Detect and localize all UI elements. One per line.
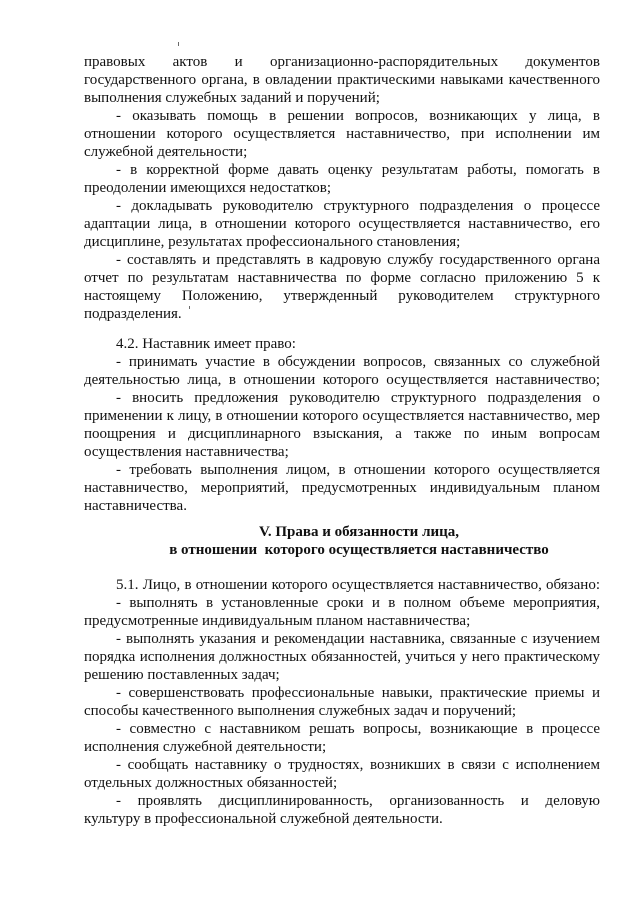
text-line: - выполнять в установленные сроки и в полном объеме мероприятия,: [116, 595, 600, 611]
text-line: применении к лицу, в отношении которого осуществляется наставничество, мер: [84, 408, 600, 424]
text-line: - в корректной форме давать оценку результатам работы, помогать в: [116, 162, 600, 178]
text-line: - вносить предложения руководителю структурного подразделения о: [116, 390, 600, 406]
section-title: [84, 523, 600, 559]
text-line: наставничество, мероприятий, предусмотренных индивидуальным планом: [84, 480, 600, 496]
list-item: [84, 53, 600, 107]
text-line: настоящему Положению, утвержденный руководителем структурного: [84, 288, 600, 304]
scan-speck: [178, 42, 179, 46]
text-line: выполнения служебных заданий и поручений;: [84, 90, 380, 106]
text-line: - сообщать наставнику о трудностях, возникших в связи с исполнением: [116, 757, 600, 773]
list-item: [84, 684, 600, 720]
clause-4-2: [84, 335, 600, 515]
mentor-duties-continuation: [84, 53, 600, 323]
text-line: решению поставленных задач;: [84, 667, 280, 683]
text-line: отчет по результатам наставничества по форме согласно приложению 5 к: [84, 270, 600, 286]
text-line: отношении которого осуществляется наставничество, при исполнении им: [84, 126, 600, 142]
text-line: культуру в профессиональной служебной деятельности.: [84, 811, 443, 827]
text-line: - выполнять указания и рекомендации наставника, связанные с изучением: [116, 631, 600, 647]
clause-heading: 5.1. Лицо, в отношении которого осуществляется наставничество, обязано:: [116, 577, 600, 593]
list-item: [84, 792, 600, 828]
text-line: - проявлять дисциплинированность, организованность и деловую: [116, 793, 600, 809]
text-line: служебной деятельности;: [84, 144, 248, 160]
list-item: [84, 197, 600, 251]
list-item: [84, 107, 600, 161]
text-line: - требовать выполнения лицом, в отношении которого осуществляется: [116, 462, 600, 478]
text-line: способы качественного выполнения служебных задач и поручений;: [84, 703, 517, 719]
section-title-line: в отношении которого осуществляется наставничество: [169, 542, 549, 558]
text-line: государственного органа, в овладении практическими навыками качественного: [84, 72, 600, 88]
text-line: подразделения.: [84, 306, 182, 322]
text-line: - докладывать руководителю структурного подразделения о процессе: [116, 198, 600, 214]
text-line: - составлять и представлять в кадровую службу государственного органа: [116, 252, 600, 268]
document-body: [84, 53, 600, 828]
text-line: - совершенствовать профессиональные навыки, практические приемы и: [116, 685, 600, 701]
text-line: преодолении имеющихся недостатков;: [84, 180, 331, 196]
text-line: поощрения и дисциплинарного взыскания, а также по иным вопросам: [84, 426, 600, 442]
text-line: адаптации лица, в отношении которого осуществляется наставничество, его: [84, 216, 600, 232]
list-item: [84, 161, 600, 197]
list-item: [84, 756, 600, 792]
list-item: [84, 594, 600, 630]
list-item: [84, 720, 600, 756]
text-line: - совместно с наставником решать вопросы, возникающие в процессе: [116, 721, 600, 737]
text-line: дисциплине, результатах профессионального становления;: [84, 234, 461, 250]
text-line: правовых актов и организационно-распорядительных документов: [84, 54, 600, 70]
text-line: деятельностью лица, в отношении которого осуществляется наставничество;: [84, 372, 600, 388]
text-line: отдельных должностных обязанностей;: [84, 775, 338, 791]
text-line: осуществления наставничества;: [84, 444, 289, 460]
text-line: - принимать участие в обсуждении вопросов, связанных со служебной: [116, 354, 600, 370]
clause-5-1: [84, 576, 600, 828]
clause-heading: 4.2. Наставник имеет право:: [116, 336, 296, 352]
text-line: - оказывать помощь в решении вопросов, возникающих у лица, в: [116, 108, 600, 124]
text-line: предусмотренные индивидуальным планом наставничества;: [84, 613, 471, 629]
text-line: наставничества.: [84, 498, 187, 514]
list-item: [84, 353, 600, 389]
list-item: [84, 630, 600, 684]
list-item: [84, 389, 600, 461]
text-line: исполнения служебной деятельности;: [84, 739, 327, 755]
text-line: порядка исполнения должностных обязанностей, учиться у него практическому: [84, 649, 600, 665]
list-item: [84, 461, 600, 515]
list-item: [84, 251, 600, 323]
section-title-line: V. Права и обязанности лица,: [258, 524, 460, 540]
